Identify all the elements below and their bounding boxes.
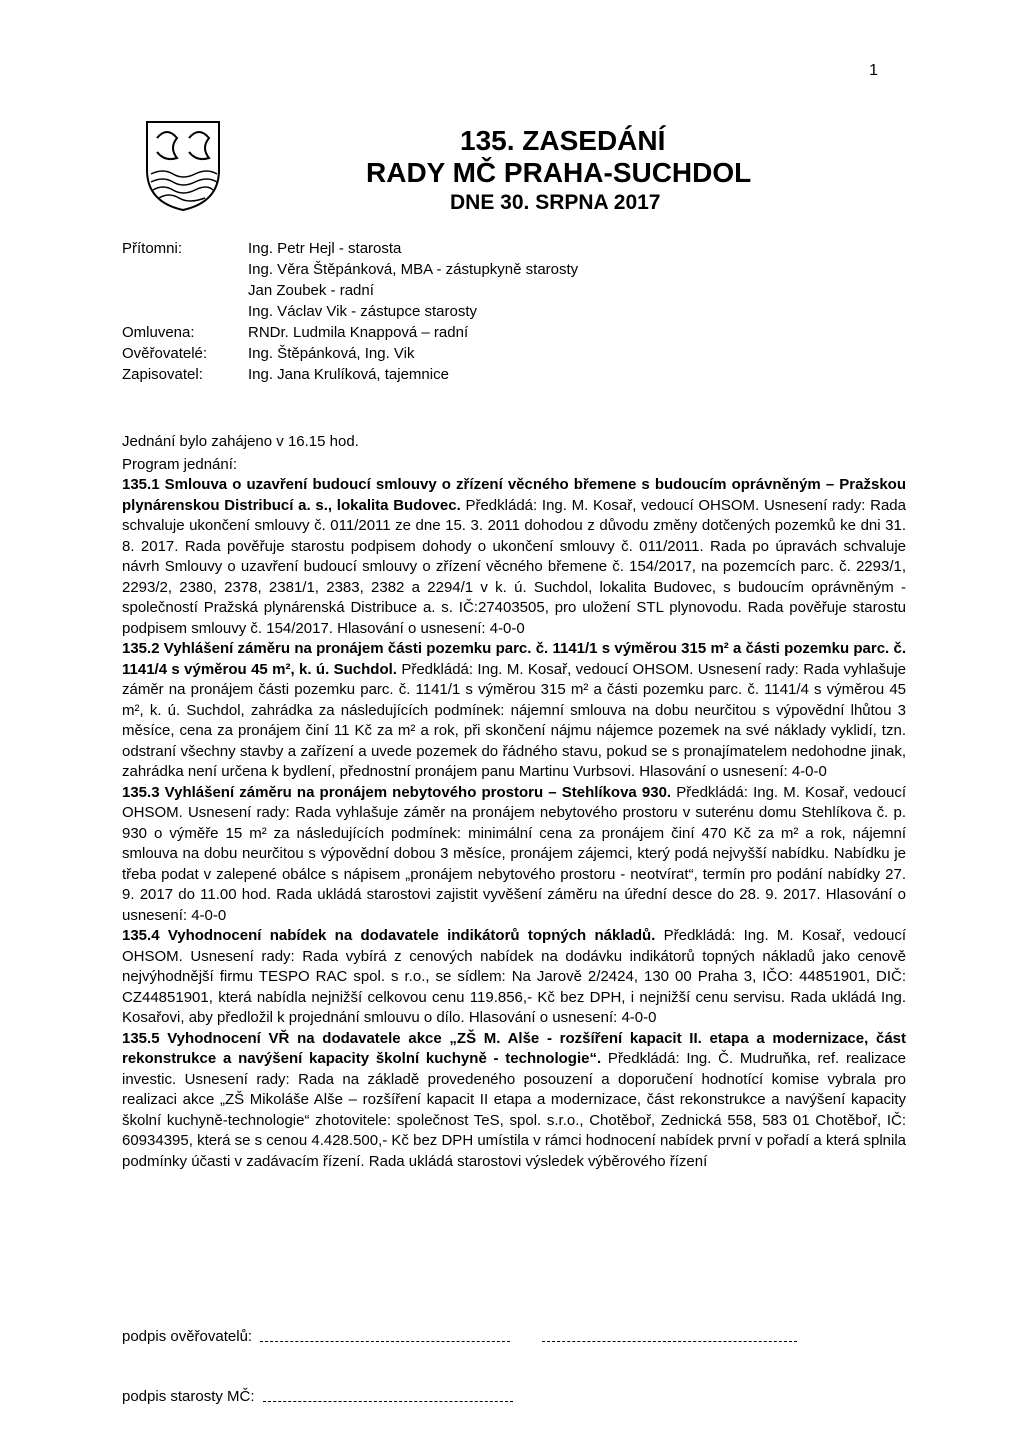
- present-member: Ing. Věra Štěpánková, MBA - zástupkyně starosty: [248, 261, 579, 278]
- present-label: Přítomni:: [122, 240, 183, 257]
- title-date: DNE 30. SRPNA 2017: [450, 191, 661, 215]
- verifiers-names: Ing. Štěpánková, Ing. Vik: [248, 345, 415, 362]
- signature-dash-line: [542, 1333, 797, 1342]
- municipal-crest-logo: [143, 118, 223, 214]
- agenda-item-135-3: [122, 783, 906, 927]
- attendance-block: [122, 238, 578, 385]
- signature-dash-line: [263, 1393, 513, 1402]
- opening-time: Jednání bylo zahájeno v 16.15 hod.: [122, 433, 359, 450]
- mayor-signature-label: podpis starosty MČ:: [122, 1388, 255, 1405]
- page-number: 1: [869, 62, 878, 79]
- title-council: RADY MČ PRAHA-SUCHDOL: [366, 157, 752, 189]
- agenda-item-text: Předkládá: Ing. M. Kosař, vedoucí OHSOM. Usnesení rady: Rada schvaluje ukončení smlouvy č. 011/2011 ze dne 15. 3. 2011 dohodou z důvodu změny dotčených pozemků ke dni 31. 8. 2017. Rada pověřuje starostu podpisem dohody o ukončení smlouvy č. 011/2011. Rada po úpravách schvaluje návrh Smlouvy o uzavření budoucí smlouvy o zřízení věcného břemene č. 154/2017, na pozemcích parc. č. 2293/1, 2293/2, 2380, 2378, 2381/1, 2383, 2382 a 2294/1 v k. ú. Suchdol, lokalita Budovec, s budoucím oprávněným - společností Pražská plynárenská Distribuce a. s. IČ:27403505, pro uložení STL plynovodu. Rada pověřuje starostu podpisem smlouvy č. 154/2017. Hlasování o usnesení: 4-0-0: [122, 496, 906, 637]
- agenda-item-text: Předkládá: Ing. M. Kosař, vedoucí OHSOM. Usnesení rady: Rada vyhlašuje záměr na pronájem nebytového prostoru v suterénu domu Stehlíkova č. p. 930 o výměře 15 m² za následujících podmínek: minimální cena za pronájem činí 470 Kč za m² a rok, nájemní smlouva na dobu neurčitou s výpovědní dobou 3 měsíce, pronájem zájemci, který podá nejvyšší nabídku. Nabídku je třeba podat v zalepené obálce s nápisem „pronájem nebytového prostoru - neotvírat“, termín pro podání nabídky 27. 9. 2017 do 11.00 hod. Rada ukládá starostovi zajistit vyvěšení záměru na úřední desce do 28. 9. 2017. Hlasování o usnesení: 4-0-0: [122, 783, 907, 924]
- minutes-body: [122, 432, 906, 1172]
- agenda-item-heading: 135.4 Vyhodnocení nabídek na dodavatele indikátorů topných nákladů.: [122, 927, 656, 944]
- verifiers-label: Ověřovatelé:: [122, 345, 208, 362]
- agenda-item-heading: 135.5 Vyhodnocení VŘ na dodavatele akce „ZŠ M. Alše - rozšíření kapacit II. etapa a modernizace, část rekonstrukce a navýšení kapacity školní kuchyně - technologie“.: [122, 1029, 906, 1067]
- title-session: 135. ZASEDÁNÍ: [460, 125, 666, 156]
- mayor-signature-line: [122, 1388, 513, 1405]
- excused-member: RNDr. Ludmila Knappová – radní: [248, 324, 469, 341]
- agenda-item-text: Předkládá: Ing. Č. Mudruňka, ref. realizace investic. Usnesení rady: Rada na základě provedeného posouzení a doporučení hodnotící komise vybrala pro realizaci akce „ZŠ Mikoláše Alše – rozšíření kapacit II etapa a modernizace, část rekonstrukce a navýšení kapacity školní kuchyně-technologie“ zhotovitele: společnost TeS, spol. s.r.o., Chotěboř, Zednická 558, 583 01 Chotěboř, IČ: 60934395, která se s cenou 4.428.500,- Kč bez DPH umístila v rámci hodnocení nabídek první v pořadí a která splnila podmínky účasti v zadávacím řízení. Rada ukládá starostovi výsledek výběrového řízení: [122, 1050, 906, 1170]
- agenda-item-heading: 135.2 Vyhlášení záměru na pronájem části pozemku parc. č. 1141/1 s výměrou 315 m² a části pozemku parc. č. 1141/4 s výměrou 45 m², k. ú. Suchdol.: [122, 640, 906, 678]
- program-label: Program jednání:: [122, 455, 238, 473]
- document-title: [300, 125, 830, 216]
- agenda-item-heading: 135.3 Vyhlášení záměru na pronájem nebytového prostoru – Stehlíkova 930.: [122, 783, 672, 801]
- present-member: Ing. Petr Hejl - starosta: [248, 240, 402, 257]
- agenda-item-135-5: [122, 1029, 906, 1173]
- present-member: Jan Zoubek - radní: [248, 282, 374, 299]
- recorder-label: Zapisovatel:: [122, 366, 203, 383]
- agenda-item-heading: 135.1 Smlouva o uzavření budoucí smlouvy o zřízení věcného břemene s budoucím oprávněným – Pražskou plynárenskou Distribucí a. s., lokalita Budovec.: [122, 476, 906, 514]
- verifiers-signature-label: podpis ověřovatelů:: [122, 1328, 253, 1345]
- excused-label: Omluvena:: [122, 324, 195, 341]
- agenda-item-text: Předkládá: Ing. M. Kosař, vedoucí OHSOM. Usnesení rady: Rada vyhlašuje záměr na pronájem části pozemku parc. č. 1141/1 s výměrou 315 m² a části pozemku parc. č. 1141/4 s výměrou 45 m², k. ú. Suchdol, zahrádka za následujících podmínek: nájemní smlouva na dobu neurčitou s výpovědní lhůtou 3 měsíce, cena za pronájem činí 11 Kč za m² a rok, při skončení nájmu nájemce pozemek na své náklady vyklidí, tzn. odstraní všechny stavby a zařízení a uvede pozemek do řádného stavu, pokud se s pronajímatelem nedohodne jinak, zahrádka není určena k bydlení, přednostní pronájem panu Martinu Vurbsovi. Hlasování o usnesení: 4-0-0: [122, 660, 907, 780]
- present-member: Ing. Václav Vik - zástupce starosty: [248, 303, 477, 320]
- recorder-name: Ing. Jana Krulíková, tajemnice: [248, 366, 449, 383]
- verifiers-signature-line: [122, 1328, 797, 1345]
- agenda-item-text: Předkládá: Ing. M. Kosař, vedoucí OHSOM. Usnesení rady: Rada vybírá z cenových nabídek na dodávku indikátorů topných nákladů jako cenově nejvýhodnější firmu TESPO RAC spol. s r.o., se sídlem: Na Jarově 2/2424, 130 00 Praha 3, IČO: 44851901, DIČ: CZ44851901, která nabídla nejnižší celkovou cenu 119.856,- Kč bez DPH, i nejnižší cenu servisu. Rada ukládá Ing. Kosařovi, aby předložil k projednání smlouvu o dílo. Hlasování o usnesení: 4-0-0: [122, 927, 906, 1026]
- signature-dash-line: [260, 1333, 510, 1342]
- agenda-item-135-2: [122, 639, 906, 783]
- agenda-item-135-4: [122, 926, 906, 1029]
- agenda-item-135-1: [122, 475, 906, 639]
